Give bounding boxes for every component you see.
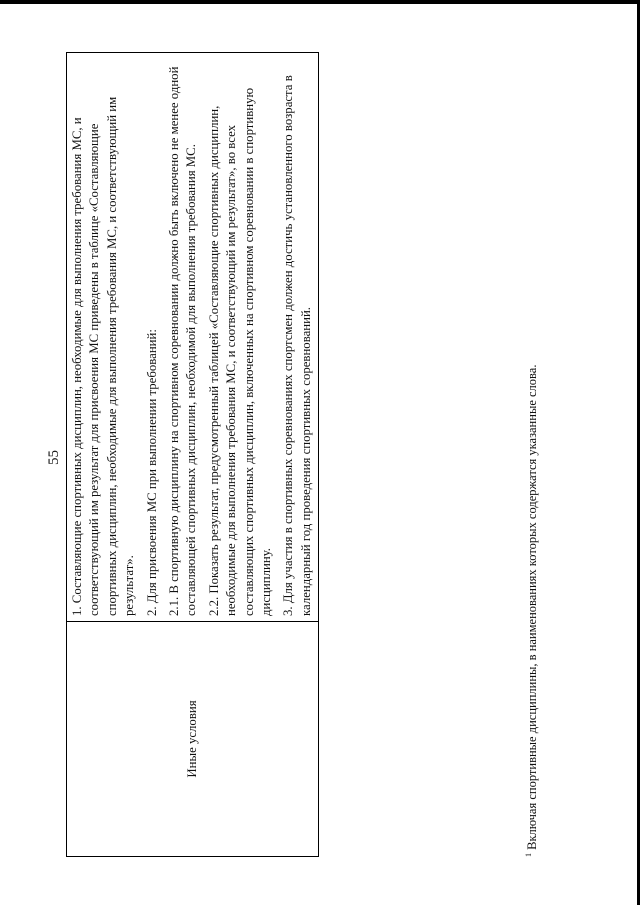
table-row	[67, 53, 319, 857]
paragraph-2-2: 2.2. Показать результат, предусмотренный таблицей «Составляющие спортивных дисциплин, необходимые для выполнения требования МС, и соответствующий им результат», во всех составляющих спортивных дисциплин, включенных на спортивном соревновании в спортивную дисциплину.	[206, 87, 273, 616]
footnote	[524, 365, 540, 857]
paragraph-1: 1. Составляющие спортивных дисциплин, необходимые для выполнения требования МС, и соответствующий им результат для присвоения МС приведены в таблице «Составляющие спортивных дисциплин, необходимые для выполнения требования МС, и соответствующий им результат».	[70, 96, 137, 616]
page-number: 55	[46, 450, 62, 465]
paragraph-3: 3. Для участия в спортивных соревнованиях спортсмен должен достичь установленного возраста в календарный год проведения спортивных соревнований.	[281, 75, 313, 616]
paragraph-2: 2. Для присвоения МС при выполнении требований:	[144, 329, 159, 616]
conditions-table	[66, 52, 319, 857]
row-content	[67, 53, 319, 622]
paragraph-2-1: 2.1. В спортивную дисциплину на спортивном соревновании должно быть включено не менее одной составляющей спортивных дисциплин, необходимой для выполнения требования МС.	[166, 66, 199, 616]
footnote-marker: 1	[524, 853, 533, 857]
row-label: Иные условия	[67, 622, 319, 857]
footnote-text: Включая спортивные дисциплины, в наименованиях которых содержатся указанные слова.	[525, 364, 540, 850]
